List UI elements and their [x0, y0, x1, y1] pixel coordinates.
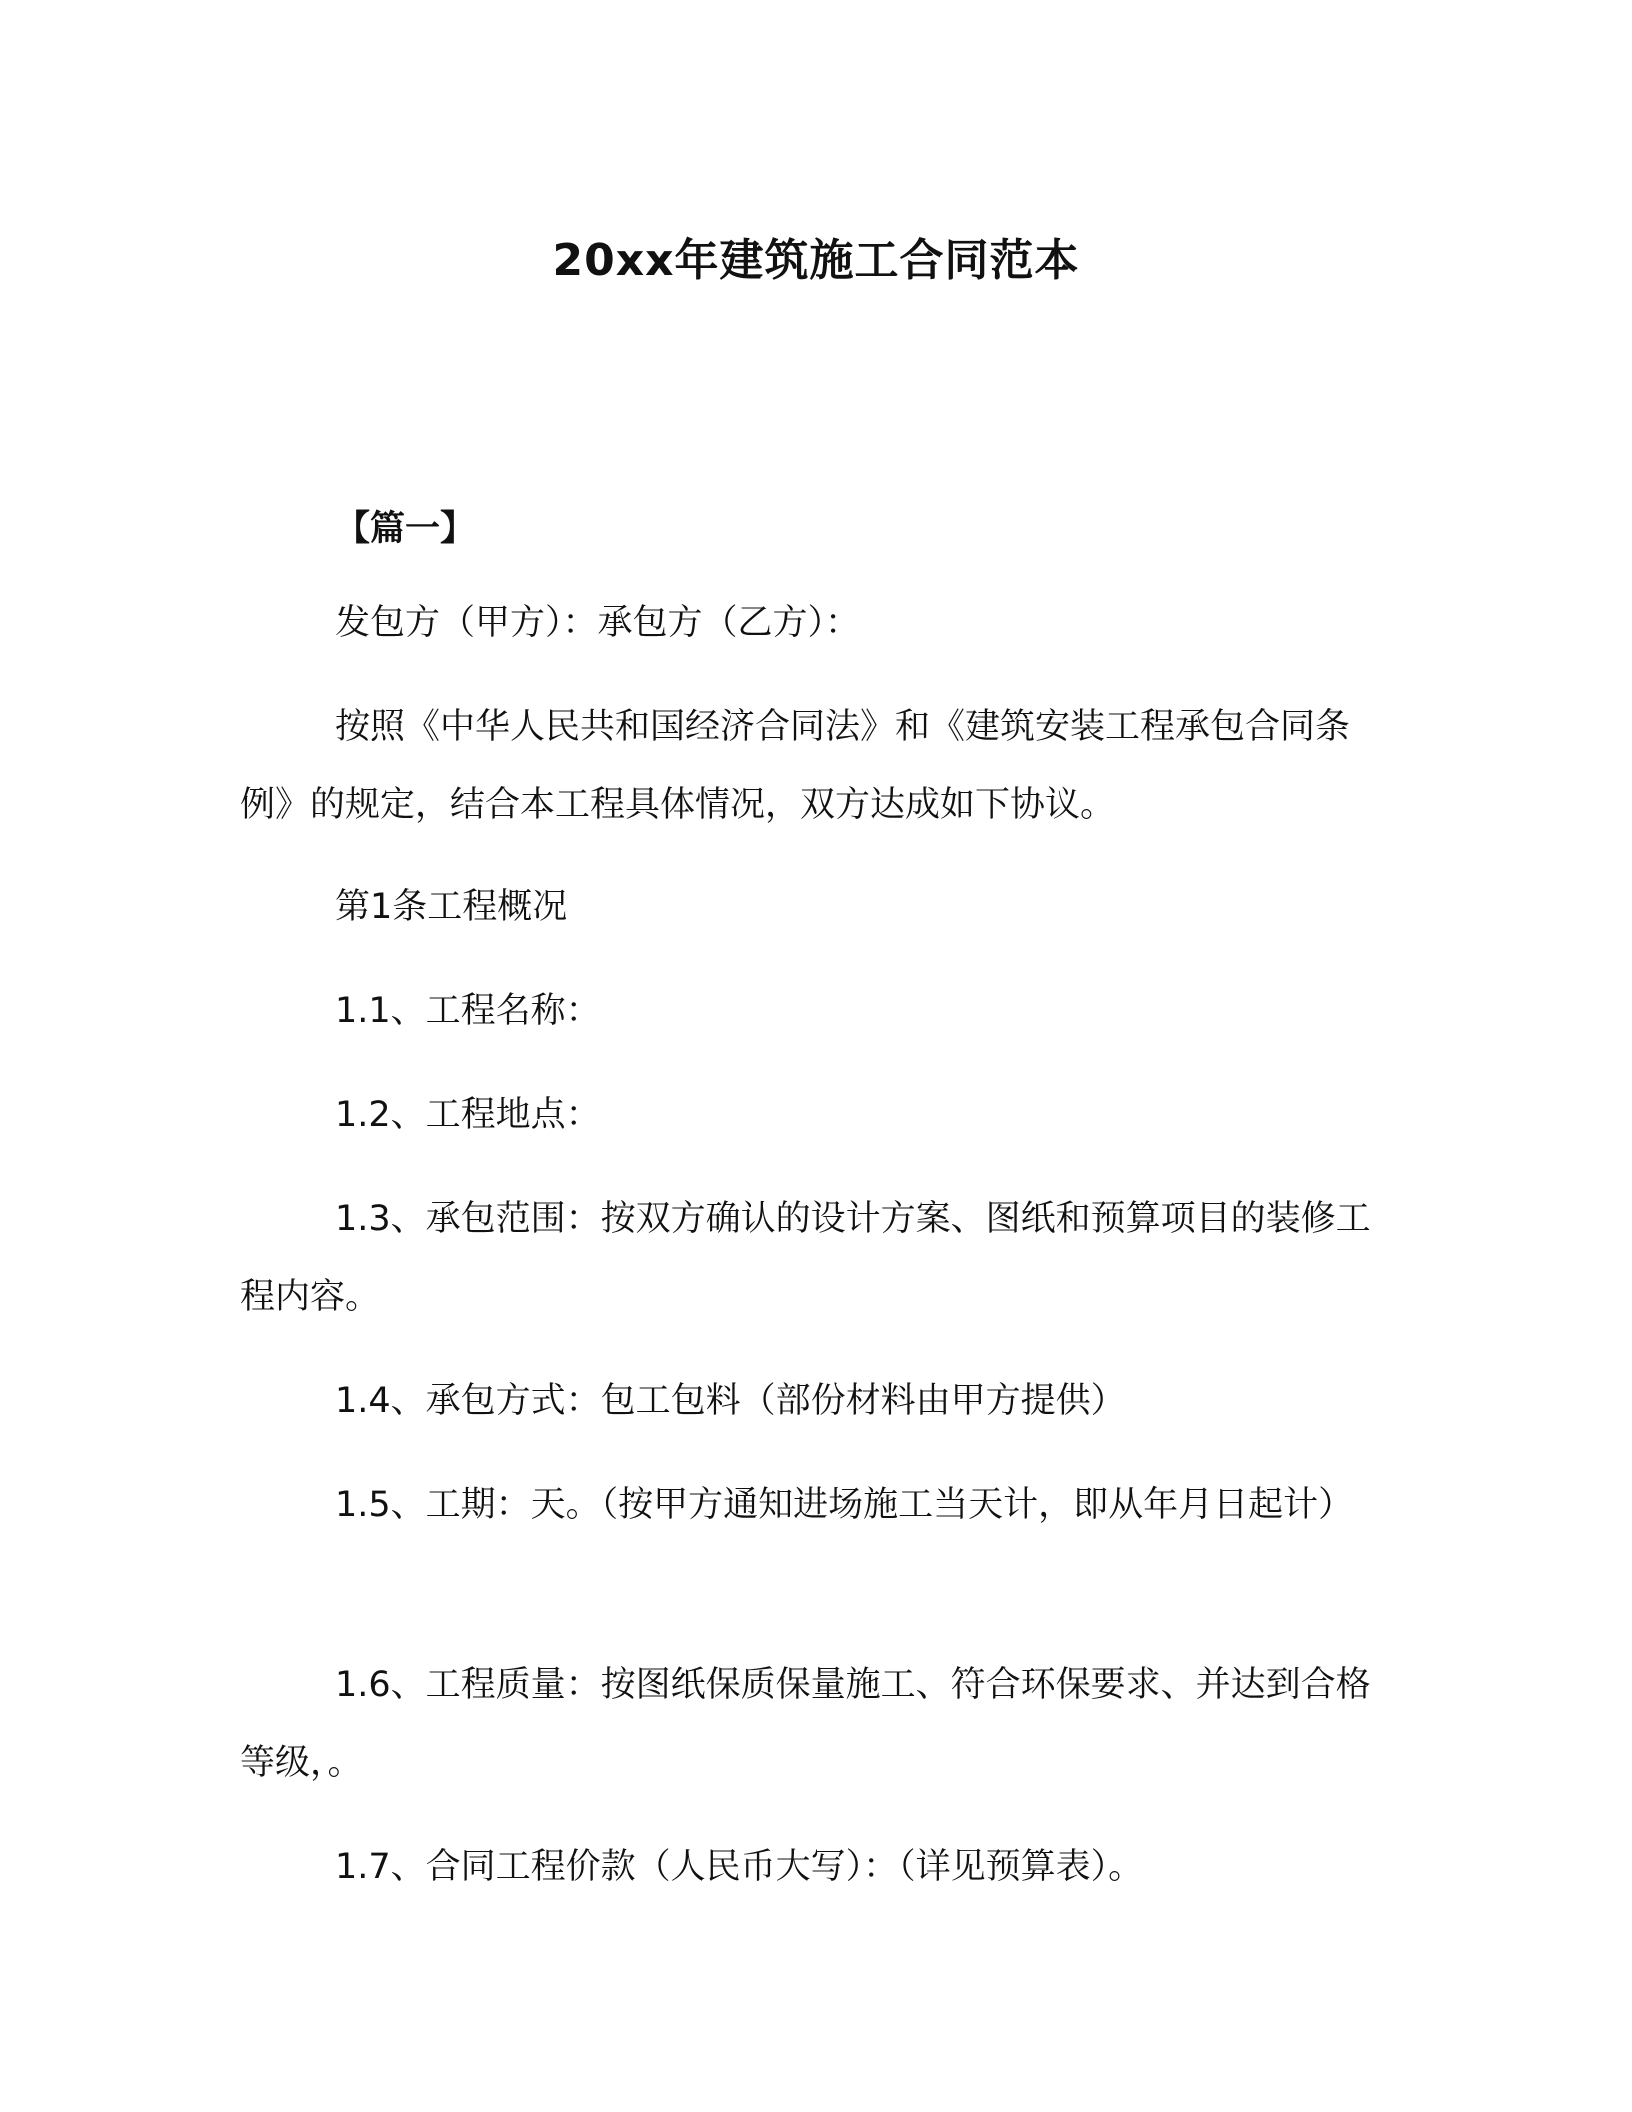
clause-1-2: 1.2、工程地点：	[335, 1095, 601, 1135]
paragraph-parties: 发包方（甲方）：承包方（乙方）：	[335, 603, 861, 643]
clause-1-1: 1.1、工程名称：	[335, 991, 601, 1031]
clause-1-6: 1.6、工程质量：按图纸保质保量施工、符合环保要求、并达到合格等级，。	[240, 1665, 1371, 1783]
section-heading: 【篇一】	[335, 509, 476, 549]
clause-1-4: 1.4、承包方式：包工包料（部份材料由甲方提供）	[335, 1381, 1126, 1421]
paragraph-preamble: 按照《中华人民共和国经济合同法》和《建筑安装工程承包合同条例》的规定，结合本工程具体情况，双方达成如下协议。	[240, 707, 1351, 825]
clause-1-7: 1.7、合同工程价款（人民币大写）：（详见预算表）。	[335, 1847, 1144, 1887]
article-heading: 第1条工程概况	[335, 887, 568, 927]
clause-1-3: 1.3、承包范围：按双方确认的设计方案、图纸和预算项目的装修工程内容。	[240, 1199, 1371, 1317]
clause-1-5: 1.5、工期：天。（按甲方通知进场施工当天计，即从年月日起计）	[335, 1485, 1354, 1525]
document-title: 20xx年建筑施工合同范本	[552, 235, 1080, 286]
